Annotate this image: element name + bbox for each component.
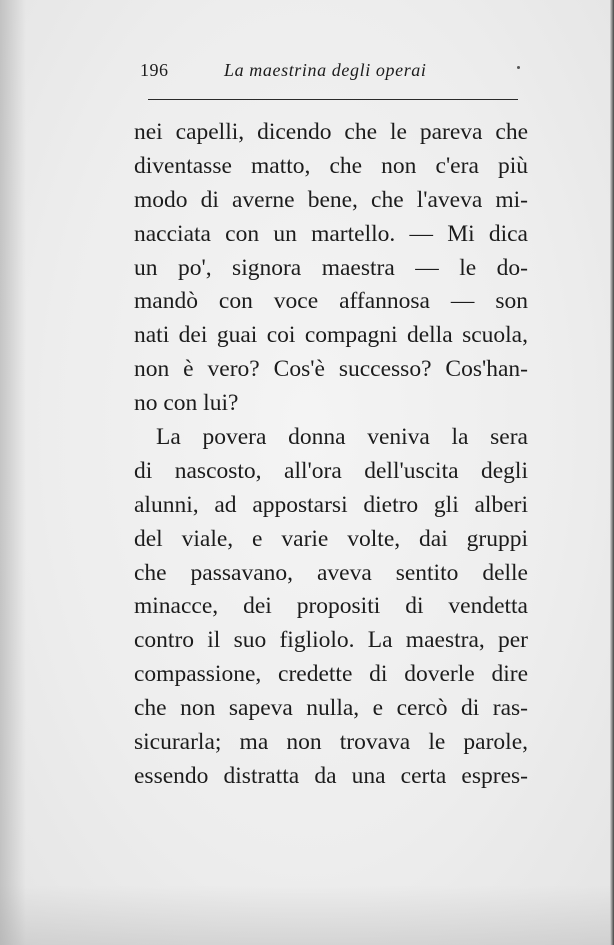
- text-line: diventasse matto, che non c'era più: [134, 152, 528, 179]
- text-line: mandò con voce affannosa — son: [134, 288, 528, 315]
- text-line: che non sapeva nulla, e cercò di ras-: [134, 695, 528, 722]
- body-text: [134, 116, 528, 794]
- page-number: 196: [140, 60, 169, 80]
- running-title: La maestrina degli operai: [224, 60, 427, 80]
- text-line: sicurarla; ma non trovava le parole,: [134, 729, 528, 756]
- text-line: compassione, credette di doverle dire: [134, 661, 528, 688]
- text-line: modo di averne bene, che l'aveva mi-: [134, 186, 528, 213]
- text-line: nati dei guai coi compagni della scuola,: [134, 322, 528, 349]
- bottom-shadow: [0, 885, 614, 945]
- text-line: di nascosto, all'ora dell'uscita degli: [134, 457, 528, 484]
- text-line: del viale, e varie volte, dai gruppi: [134, 525, 528, 552]
- gutter-shadow: [0, 0, 26, 945]
- text-line: nei capelli, dicendo che le pareva che: [134, 119, 528, 145]
- header-rule: [148, 99, 518, 100]
- text-line-paragraph-end: no con lui?: [134, 390, 239, 417]
- text-line: contro il suo figliolo. La maestra, per: [134, 627, 528, 654]
- text-line: essendo distratta da una certa espres-: [134, 762, 528, 789]
- text-line: minacce, dei propositi di vendetta: [134, 593, 528, 620]
- text-line: non è vero? Cos'è successo? Cos'han-: [134, 356, 528, 383]
- page-edge: [610, 0, 614, 945]
- header-mark: [517, 66, 520, 69]
- text-line: alunni, ad appostarsi dietro gli alberi: [134, 491, 528, 518]
- text-line-paragraph-start: La povera donna veniva la sera: [156, 424, 528, 451]
- running-header: [140, 60, 520, 88]
- text-line: che passavano, aveva sentito delle: [134, 559, 528, 586]
- text-line: un po', signora maestra — le do-: [134, 254, 528, 281]
- text-line: nacciata con un martello. — Mi dica: [134, 220, 528, 247]
